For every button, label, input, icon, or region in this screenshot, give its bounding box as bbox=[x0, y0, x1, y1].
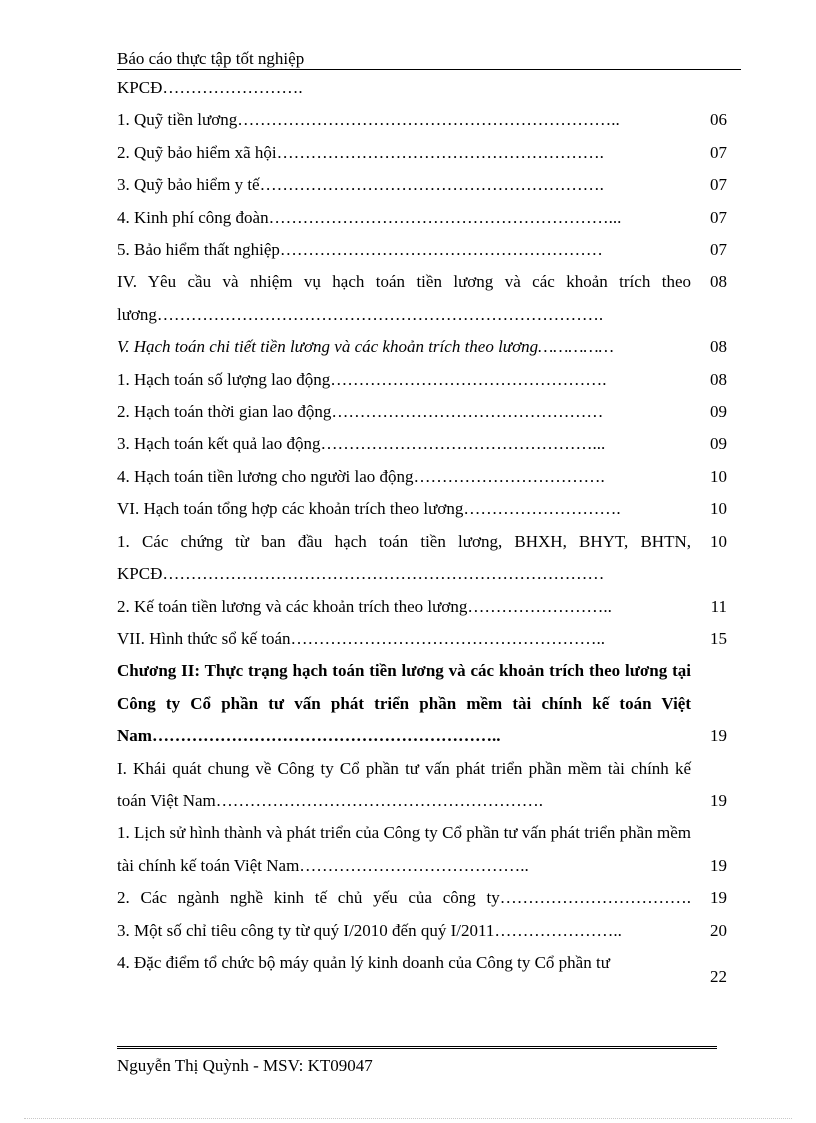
toc-entry bbox=[117, 104, 727, 136]
toc-entry bbox=[117, 331, 727, 363]
toc-entry-text: 5. Bảo hiểm thất nghiệp………………………………………………… bbox=[117, 240, 603, 260]
toc-entry-text: 4. Kinh phí công đoàn……………………………………………………... bbox=[117, 207, 622, 227]
toc-entry bbox=[117, 428, 727, 460]
table-of-contents bbox=[117, 72, 727, 986]
toc-entry-page: 08 bbox=[710, 337, 727, 357]
toc-entry-page: 15 bbox=[710, 628, 727, 648]
toc-entry-page: 22 bbox=[710, 966, 727, 986]
toc-entry-text: 1. Hạch toán số lượng lao động…………………………………………. bbox=[117, 369, 607, 389]
toc-entry-page: 09 bbox=[710, 434, 727, 454]
toc-entry bbox=[117, 234, 727, 266]
toc-entry-page: 19 bbox=[710, 855, 727, 875]
page-header: Báo cáo thực tập tốt nghiệp bbox=[117, 49, 305, 68]
toc-entry bbox=[117, 137, 727, 169]
toc-entry-page: 10 bbox=[710, 531, 727, 551]
header-rule bbox=[117, 69, 741, 70]
page-bottom-border bbox=[24, 1118, 792, 1119]
toc-entry-page: 07 bbox=[710, 142, 727, 162]
toc-entry bbox=[117, 591, 727, 623]
toc-entry-page: 07 bbox=[710, 175, 727, 195]
toc-entry bbox=[117, 202, 727, 234]
toc-entry bbox=[117, 817, 727, 882]
toc-entry-text: 1. Các chứng từ ban đầu hạch toán tiền lương, BHXH, BHYT, BHTN, KPCĐ…………………………………………………………………… bbox=[117, 531, 691, 584]
toc-entry-page: 08 bbox=[710, 272, 727, 292]
toc-entry-text: VI. Hạch toán tổng hợp các khoản trích theo lương………………………. bbox=[117, 499, 621, 519]
toc-entry-page: 07 bbox=[710, 240, 727, 260]
toc-entry bbox=[117, 461, 727, 493]
toc-entry bbox=[117, 753, 727, 818]
toc-entry-chapter bbox=[117, 655, 727, 752]
page-footer: Nguyễn Thị Quỳnh - MSV: KT09047 bbox=[117, 1056, 373, 1075]
toc-entry-page: 07 bbox=[710, 207, 727, 227]
toc-entry-text: 2. Kế toán tiền lương và các khoản trích theo lương…………………….. bbox=[117, 596, 612, 616]
toc-entry-text: 3. Quỹ bảo hiểm y tế……………………………………………………. bbox=[117, 175, 604, 195]
toc-entry-text: KPCĐ……………………. bbox=[117, 78, 303, 97]
toc-entry bbox=[117, 947, 727, 986]
toc-entry-page: 19 bbox=[710, 726, 727, 746]
toc-entry bbox=[117, 364, 727, 396]
toc-entry-page: 09 bbox=[710, 402, 727, 422]
toc-entry bbox=[117, 266, 727, 331]
toc-entry-page: 10 bbox=[710, 466, 727, 486]
toc-entry-text: 4. Hạch toán tiền lương cho người lao động……………………………. bbox=[117, 466, 605, 486]
toc-entry-page: 11 bbox=[710, 596, 727, 616]
toc-entry bbox=[117, 623, 727, 655]
toc-entry-text: V. Hạch toán chi tiết tiền lương và các khoản trích theo lương…………… bbox=[117, 337, 614, 357]
toc-entry-page: 06 bbox=[710, 110, 727, 130]
toc-entry bbox=[117, 915, 727, 947]
toc-entry bbox=[117, 72, 727, 104]
toc-entry-text: I. Khái quát chung về Công ty Cổ phần tư vấn phát triển phần mềm tài chính kế toán Việt Nam…………………………………………………. bbox=[117, 758, 691, 810]
toc-entry-page: 19 bbox=[710, 790, 727, 810]
toc-entry-text: Chương II: Thực trạng hạch toán tiền lương và các khoản trích theo lương tại Công ty Cổ phần tư vấn phát triển phần mềm tài chính kế toán Việt Nam…………………………………………………….. bbox=[117, 661, 691, 746]
toc-entry bbox=[117, 396, 727, 428]
toc-entry-text: 1. Lịch sử hình thành và phát triển của Công ty Cổ phần tư vấn phát triển phần mềm tài chính kế toán Việt Nam………………………………….. bbox=[117, 823, 691, 875]
toc-entry bbox=[117, 493, 727, 525]
toc-entry bbox=[117, 526, 727, 591]
toc-entry-page: 20 bbox=[710, 920, 727, 940]
toc-entry-page: 10 bbox=[710, 499, 727, 519]
toc-entry-text: VII. Hình thức sổ kế toán……………………………………………….. bbox=[117, 628, 606, 648]
toc-entry-text: 2. Các ngành nghề kinh tế chủ yếu của công ty……………………………. bbox=[117, 888, 691, 908]
toc-entry-page: 08 bbox=[710, 369, 727, 389]
toc-entry-text: 3. Một số chỉ tiêu công ty từ quý I/2010 đến quý I/2011………………….. bbox=[117, 920, 622, 940]
toc-entry-text: 3. Hạch toán kết quả lao động…………………………………………... bbox=[117, 434, 606, 454]
footer-rule bbox=[117, 1046, 717, 1051]
toc-entry bbox=[117, 882, 727, 914]
toc-entry-text: 2. Hạch toán thời gian lao động………………………………………… bbox=[117, 402, 604, 422]
toc-entry bbox=[117, 169, 727, 201]
toc-entry-text: IV. Yêu cầu và nhiệm vụ hạch toán tiền lương và các khoản trích theo lương……………………………………………………………………. bbox=[117, 272, 691, 324]
toc-entry-text: 2. Quỹ bảo hiểm xã hội…………………………………………………. bbox=[117, 142, 604, 162]
toc-entry-text: 4. Đặc điểm tổ chức bộ máy quản lý kinh doanh của Công ty Cổ phần tư bbox=[117, 952, 610, 972]
toc-entry-text: 1. Quỹ tiền lương………………………………………………………….. bbox=[117, 110, 620, 130]
toc-entry-page: 19 bbox=[710, 888, 727, 908]
